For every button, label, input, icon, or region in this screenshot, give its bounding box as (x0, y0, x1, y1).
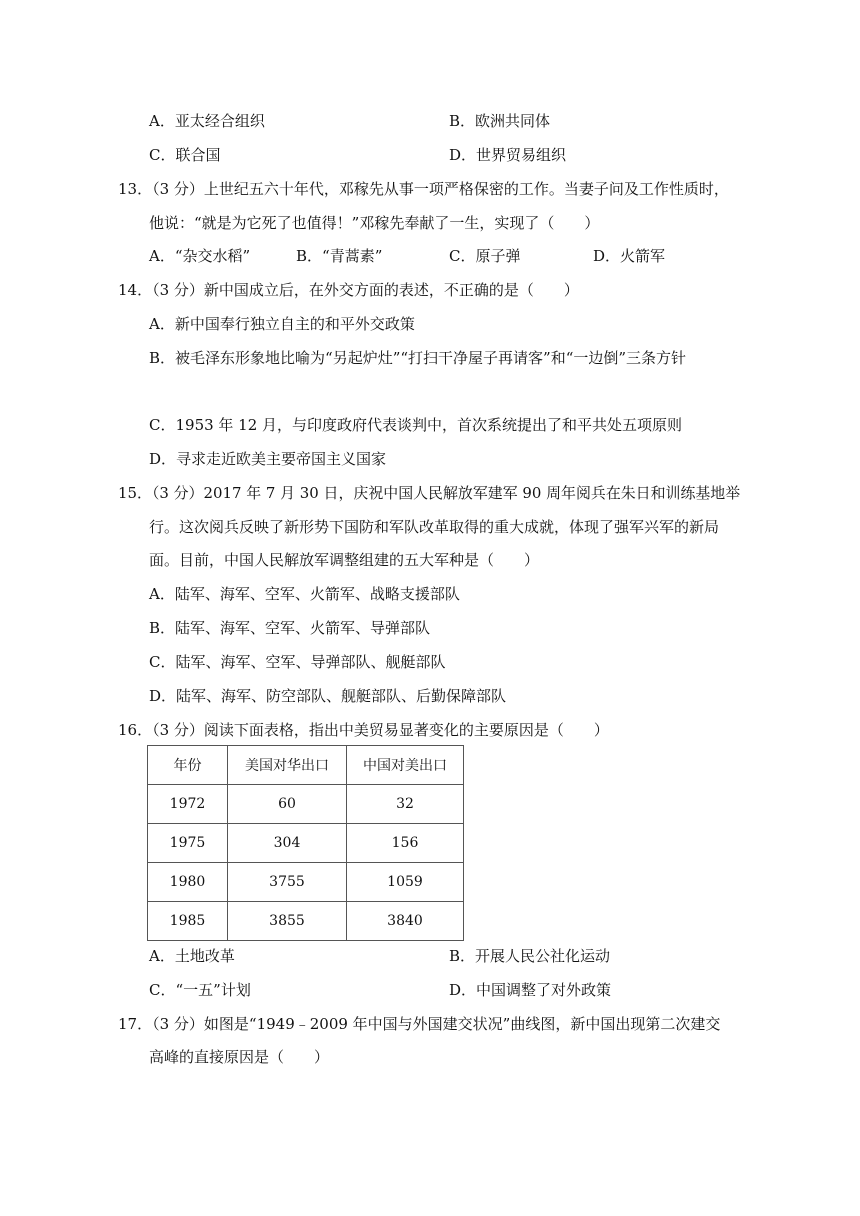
table-cell: 60 (228, 785, 347, 824)
q14-option-b: B．被毛泽东形象地比喻为“另起炉灶”“打扫干净屋子再请客”和“一边倒”三条方针 (149, 349, 687, 367)
table-header-row (148, 746, 464, 785)
q12-option-a: A．亚太经合组织 (149, 112, 265, 130)
table-row (148, 863, 464, 902)
table-header-us-export: 美国对华出口 (228, 746, 347, 785)
q15-option-c: C．陆军、海军、空军、导弹部队、舰艇部队 (149, 653, 446, 671)
table-cell: 1059 (347, 863, 464, 902)
table-cell: 156 (347, 824, 464, 863)
table-row (148, 902, 464, 941)
q16-option-c: C．“一五”计划 (149, 981, 251, 999)
table-row (148, 785, 464, 824)
table-cell: 32 (347, 785, 464, 824)
q13-option-d: D．火箭军 (593, 247, 666, 265)
q17-stem-line1: 17．（3 分）如图是“1949﹣2009 年中国与外国建交状况”曲线图，新中国出现第二次建交 (118, 1015, 721, 1033)
q15-stem-line1: 15．（3 分）2017 年 7 月 30 日，庆祝中国人民解放军建军 90 周年阅兵在朱日和训练基地举 (118, 484, 741, 502)
table-cell: 1975 (148, 824, 228, 863)
q14-option-a: A．新中国奉行独立自主的和平外交政策 (149, 315, 415, 333)
q15-option-a: A．陆军、海军、空军、火箭军、战略支援部队 (149, 585, 460, 603)
q14-stem: 14．（3 分）新中国成立后，在外交方面的表述，不正确的是（ ） (118, 281, 579, 299)
q13-stem-line1: 13．（3 分）上世纪五六十年代，邓稼先从事一项严格保密的工作。当妻子问及工作性质时， (118, 180, 729, 198)
q15-stem-line3: 面。目前，中国人民解放军调整组建的五大军种是（ ） (149, 551, 540, 569)
q12-option-d: D．世界贸易组织 (449, 146, 567, 164)
table-cell: 1972 (148, 785, 228, 824)
q13-stem-line2: 他说：“就是为它死了也值得！”邓稼先奉献了一生，实现了（ ） (149, 214, 600, 232)
q12-option-c: C．联合国 (149, 146, 221, 164)
table-cell: 304 (228, 824, 347, 863)
table-row (148, 824, 464, 863)
table-cell: 3755 (228, 863, 347, 902)
q16-option-a: A．土地改革 (149, 947, 235, 965)
table-cell: 1980 (148, 863, 228, 902)
q16-stem: 16．（3 分）阅读下面表格，指出中美贸易显著变化的主要原因是（ ） (118, 721, 609, 739)
q12-option-b: B．欧洲共同体 (449, 112, 551, 130)
q13-option-a: A．“杂交水稻” (149, 247, 251, 265)
q13-option-c: C．原子弹 (449, 247, 521, 265)
q17-stem-line2: 高峰的直接原因是（ ） (149, 1048, 330, 1066)
q16-option-d: D．中国调整了对外政策 (449, 981, 612, 999)
table-header-year: 年份 (148, 746, 228, 785)
trade-table (147, 745, 464, 941)
q15-option-b: B．陆军、海军、空军、火箭军、导弹部队 (149, 619, 431, 637)
table-header-cn-export: 中国对美出口 (347, 746, 464, 785)
q13-option-b: B．“青蒿素” (296, 247, 383, 265)
table-cell: 1985 (148, 902, 228, 941)
q14-option-c: C．1953 年 12 月，与印度政府代表谈判中，首次系统提出了和平共处五项原则 (149, 416, 683, 434)
q15-option-d: D．陆军、海军、防空部队、舰艇部队、后勤保障部队 (149, 687, 507, 705)
table-cell: 3855 (228, 902, 347, 941)
table-cell: 3840 (347, 902, 464, 941)
q16-option-b: B．开展人民公社化运动 (449, 947, 611, 965)
q15-stem-line2: 行。这次阅兵反映了新形势下国防和军队改革取得的重大成就，体现了强军兴军的新局 (149, 518, 720, 536)
q14-option-d: D．寻求走近欧美主要帝国主义国家 (149, 450, 387, 468)
